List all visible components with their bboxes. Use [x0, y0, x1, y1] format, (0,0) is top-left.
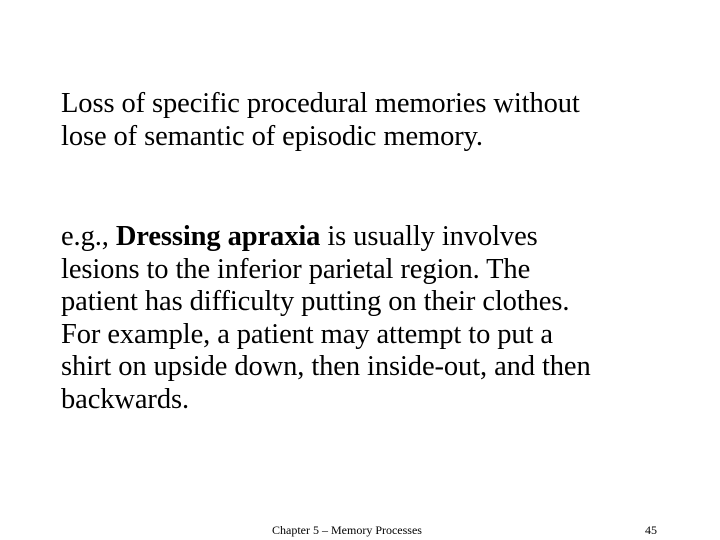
text-line: patient has difficulty putting on their clothes. — [61, 286, 570, 317]
text-segment: e.g., — [61, 221, 116, 252]
text-line: lesions to the inferior parietal region. The — [61, 253, 531, 285]
text-segment: is usually involves — [320, 221, 538, 252]
term-dressing-apraxia: Dressing apraxia — [115, 221, 321, 252]
paragraph-procedural-memory-loss — [61, 88, 681, 153]
text-line: backwards. — [61, 383, 189, 415]
text-line: lose of semantic of episodic memory. — [61, 120, 483, 152]
footer-page-number: 45 — [645, 523, 657, 537]
text-line: Loss of specific procedural memories without — [61, 88, 580, 119]
text-line: For example, a patient may attempt to put a — [61, 318, 553, 350]
text-line: shirt on upside down, then inside-out, and then — [61, 351, 591, 382]
paragraph-dressing-apraxia-example — [61, 221, 681, 416]
text-line — [61, 221, 681, 254]
footer-chapter-title: Chapter 5 – Memory Processes — [272, 523, 422, 537]
